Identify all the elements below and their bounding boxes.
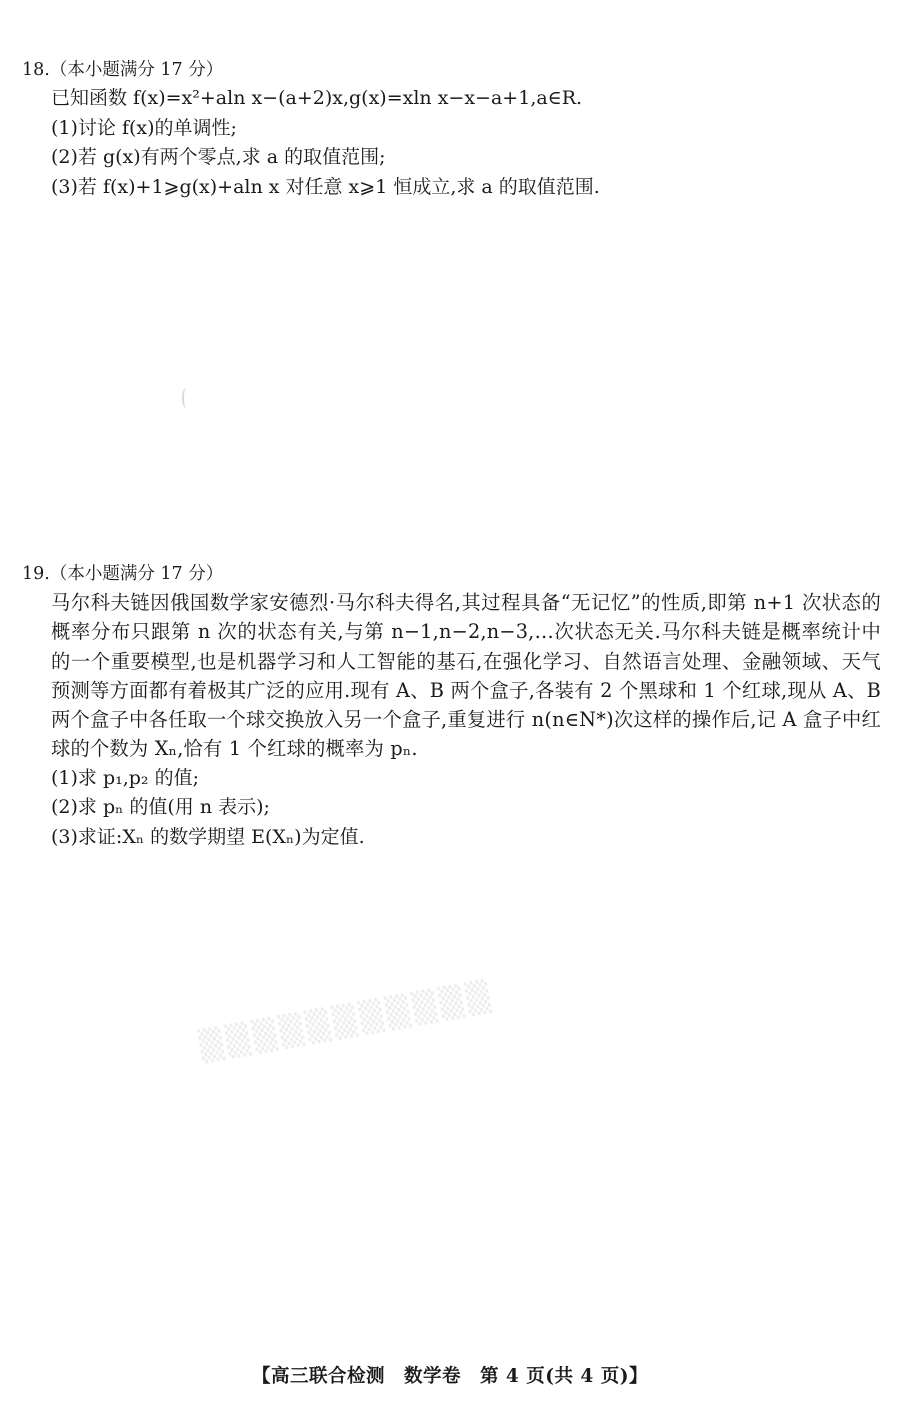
faint-watermark: ▒▒▒▒▒▒▒▒▒▒▒ [196,978,497,1065]
scan-speck [182,388,190,408]
problem-18-part-2: (2)若 g(x)有两个零点,求 a 的取值范围; [51,146,386,168]
problem-18 [22,56,882,202]
problem-19-heading: 19.（本小题满分 17 分） [22,564,224,584]
problem-19-part-2: (2)求 pₙ 的值(用 n 表示); [51,796,270,819]
problem-19-part-3: (3)求证:Xₙ 的数学期望 E(Xₙ)为定值. [51,825,365,848]
problem-19 [22,560,882,852]
problem-18-body [22,84,881,202]
problem-18-part-3: (3)若 f(x)+1⩾g(x)+aln x 对任意 x⩾1 恒成立,求 a 的取值范围. [51,175,600,198]
problem-18-part-1: (1)讨论 f(x)的单调性; [51,116,237,139]
problem-19-part-1: (1)求 p₁,p₂ 的值; [51,766,199,789]
page-footer: 【高三联合检测 数学卷 第 4 页(共 4 页)】 [251,1366,648,1387]
problem-19-body [22,588,881,852]
problem-18-statement: 已知函数 f(x)=x²+aln x−(a+2)x,g(x)=xln x−x−a+1,a∈R. [51,87,583,109]
problem-19-statement: 马尔科夫链因俄国数学家安德烈·马尔科夫得名,其过程具备“无记忆”的性质,即第 n+1 次状态的概率分布只跟第 n 次的状态有关,与第 n−1,n−2,n−3,…次状态无关.马尔科夫链是概率统计中的一个重要模型,也是机器学习和人工智能的基石,在强化学习、自然语言处理、金融领域、天气预测等方面都有着极其广泛的应用.现有 A、B 两个盒子,各装有 2 个黑球和 1 个红球,现从 A、B 两个盒子中各任取一个球交换放入另一个盒子,重复进行 n(n∈N*)次这样的操作后,记 A 盒子中红球的个数为 Xₙ,恰有 1 个红球的概率为 pₙ. [51,591,881,761]
problem-18-heading: 18.（本小题满分 17 分） [22,60,224,80]
